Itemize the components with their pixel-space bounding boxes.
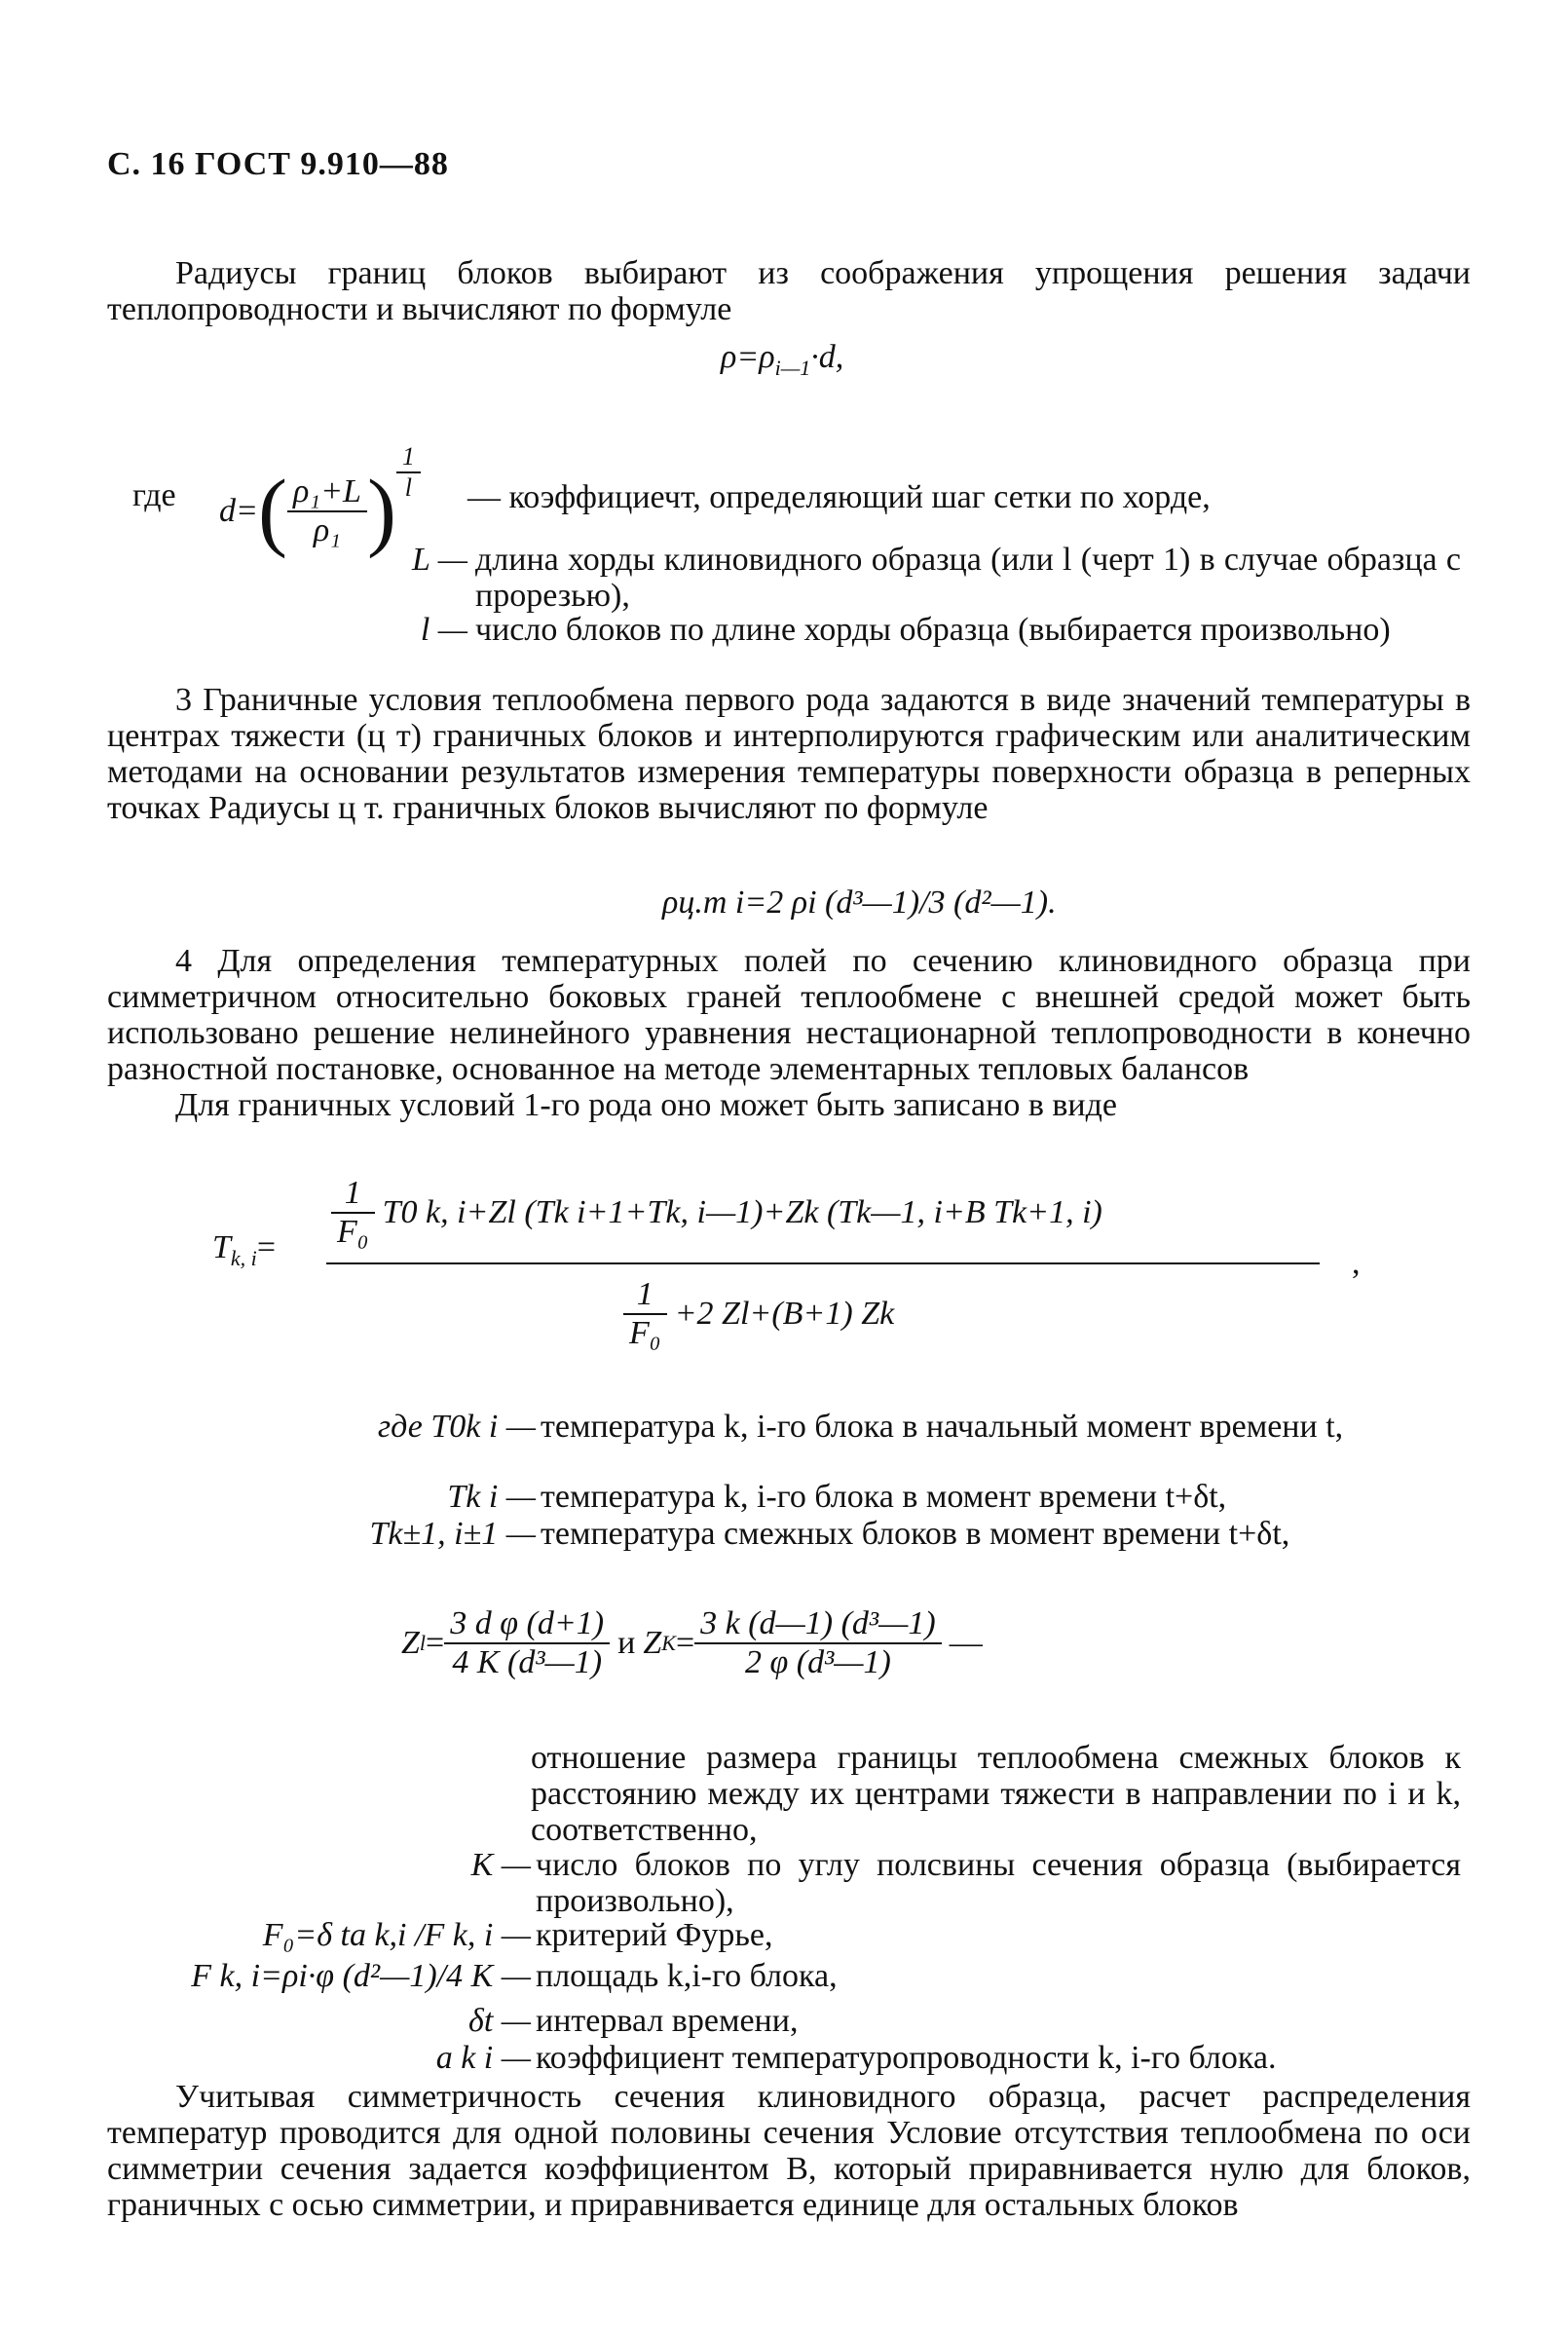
paragraph-text: Учитывая симметричность сечения клиновидного образца, расчет распределения температур проводится для одной половины сечения Условие отсутствия теплообмена по оси симметрии сечения задается коэффициентом B, который приравнивается нулю для блоков, граничных с осью симметрии, и приравнивается единице для остальных блоков	[107, 2079, 1471, 2223]
big-den-fraction	[623, 1276, 667, 1352]
z1-num: 3 d φ (d+1)	[444, 1605, 610, 1644]
formula-rho-tail: ·d,	[810, 339, 844, 375]
big-formula-denominator	[623, 1276, 894, 1352]
F0-label: F₀=δ ta k,i /F k, i —	[262, 1917, 531, 1953]
big-lhs-main: T	[212, 1229, 231, 1265]
paragraph-text: 4 Для определения температурных полей по сечению клиновидного образца при симметричном относительно боковых граней теплообмене с внешней средой может быть использовано решение нелинейного уравнения нестационарной теплопроводности в конечно разностной постановке, основанное на методе элементарных тепловых балансов	[107, 943, 1471, 1087]
K-description: число блоков по углу полсвины сечения образца (выбирается произвольно),	[536, 1847, 1461, 1919]
big-num-frac-den: F₀	[337, 1214, 369, 1250]
z2-num: 3 k (d—1) (d³—1)	[694, 1605, 942, 1644]
z-and: и	[617, 1625, 636, 1661]
z1-den: 4 K (d³—1)	[452, 1644, 603, 1680]
Fk-label: F k, i=ρi·φ (d²—1)/4 K —	[191, 1958, 531, 1994]
def-Tk1-label: Tk±1, i±1 —	[369, 1516, 536, 1552]
big-num-rest: T0 k, i+Zl (Tk i+1+Tk, i—1)+Zk (Tk—1, i+B Tk+1, i)	[382, 1194, 1102, 1230]
formula-d-den: ρ₁	[313, 512, 341, 548]
big-formula-numerator	[331, 1175, 1102, 1251]
paragraph-4	[107, 943, 1471, 1123]
formula-d-exp-den: l	[404, 473, 413, 502]
big-num-fraction	[331, 1175, 375, 1251]
z2-fraction	[694, 1605, 942, 1681]
paragraph-text: 3 Граничные условия теплообмена первого рода задаются в виде значений температуры в центрах тяжести (ц т) граничных блоков и интерполируются графическим или аналитическим методами на основании результатов измерения температуры поверхности образца в реперных точках Радиусы ц т. граничных блоков вычисляют по формуле	[107, 682, 1471, 826]
K-label: K —	[470, 1847, 531, 1883]
formula-d-lhs: d=	[219, 493, 258, 529]
formula-rho-sub: i—1	[774, 355, 811, 380]
equals-sign: =	[256, 1229, 276, 1265]
L-label: L —	[411, 542, 467, 578]
def-Tk-label: Tk i —	[447, 1479, 536, 1515]
where-label: где	[132, 477, 176, 513]
big-formula-comma: ,	[1352, 1245, 1361, 1281]
F0-description: критерий Фурье,	[536, 1917, 773, 1953]
big-den-frac-num: 1	[623, 1276, 667, 1315]
paragraph-text: Радиусы границ блоков выбирают из соображения упрощения решения задачи теплопроводности и вычисляют по формуле	[107, 255, 1471, 327]
d-description: — коэффициечт, определяющий шаг сетки по хорде,	[467, 479, 1211, 515]
big-fraction-bar	[326, 1262, 1320, 1264]
right-paren: )	[366, 463, 396, 559]
left-paren: (	[257, 463, 287, 559]
L-description: длина хорды клиновидного образца (или l (черт 1) в случае образца с прорезью),	[475, 542, 1461, 614]
z-lhs1-sub: l	[419, 1631, 427, 1655]
big-den-frac-den: F₀	[629, 1315, 661, 1351]
formula-rho	[721, 339, 843, 381]
paragraph-6	[107, 2079, 1471, 2223]
l-label: l —	[420, 612, 467, 648]
z-lhs2-sub: K	[661, 1631, 676, 1655]
page-header: С. 16 ГОСТ 9.910—88	[107, 146, 449, 182]
def-Tk1-desc: температура смежных блоков в момент времени t+δt,	[541, 1516, 1290, 1552]
def-Tk-desc: температура k, i-го блока в момент времени t+δt,	[541, 1479, 1227, 1515]
z-dash: —	[949, 1625, 983, 1661]
big-formula-lhs	[212, 1229, 276, 1271]
paragraph-text: Для граничных условий 1-го рода оно может быть записано в виде	[175, 1087, 1118, 1123]
paragraph-radii	[107, 255, 1471, 327]
def-T0-desc: температура k, i-го блока в начальный момент времени t,	[541, 1409, 1344, 1445]
l-description: число блоков по длине хорды образца (выбирается произвольно)	[475, 612, 1391, 648]
z-lhs1: Z	[401, 1625, 420, 1661]
Fk-description: площадь k,i-го блока,	[536, 1958, 838, 1994]
z2-den: 2 φ (d³—1)	[744, 1644, 891, 1680]
formula-d-fraction	[287, 473, 367, 549]
dt-label: δt —	[468, 2003, 531, 2039]
z-lhs2: Z	[643, 1625, 662, 1661]
formula-rho-main: ρ=ρ	[721, 339, 775, 375]
z-description: отношение размера границы теплообмена смежных блоков к расстоянию между их центрами тяжести в направлении по i и k, соответственно,	[531, 1740, 1461, 1848]
formula-d-exp-num: 1	[396, 442, 421, 473]
big-num-frac-num: 1	[331, 1175, 375, 1214]
z1-fraction	[444, 1605, 610, 1681]
big-lhs-sub: k, i	[230, 1245, 257, 1270]
a-label: a k i —	[435, 2040, 531, 2076]
def-T0-label: где T0k i —	[377, 1409, 536, 1445]
formula-d-exponent	[396, 442, 421, 503]
formula-rho-ct: ρц.т i=2 ρi (d³—1)/3 (d²—1).	[662, 885, 1057, 921]
dt-description: интервал времени,	[536, 2003, 799, 2039]
formula-Z: Z l = $\frac{\text{3 d φ (d+1)}}{\text{4 K (d³—1)}}$ и Z K = $\frac{\text{3 k (d—1) (d³—1)}}{\text{2 φ (d³—1)}}$ —	[401, 1605, 983, 1680]
big-den-rest: +2 Zl+(B+1) Zk	[674, 1296, 895, 1332]
paragraph-3	[107, 682, 1471, 826]
formula-d-num: ρ₁+L	[287, 473, 367, 512]
a-description: коэффициент температуропроводности k, i-го блока.	[536, 2040, 1277, 2076]
